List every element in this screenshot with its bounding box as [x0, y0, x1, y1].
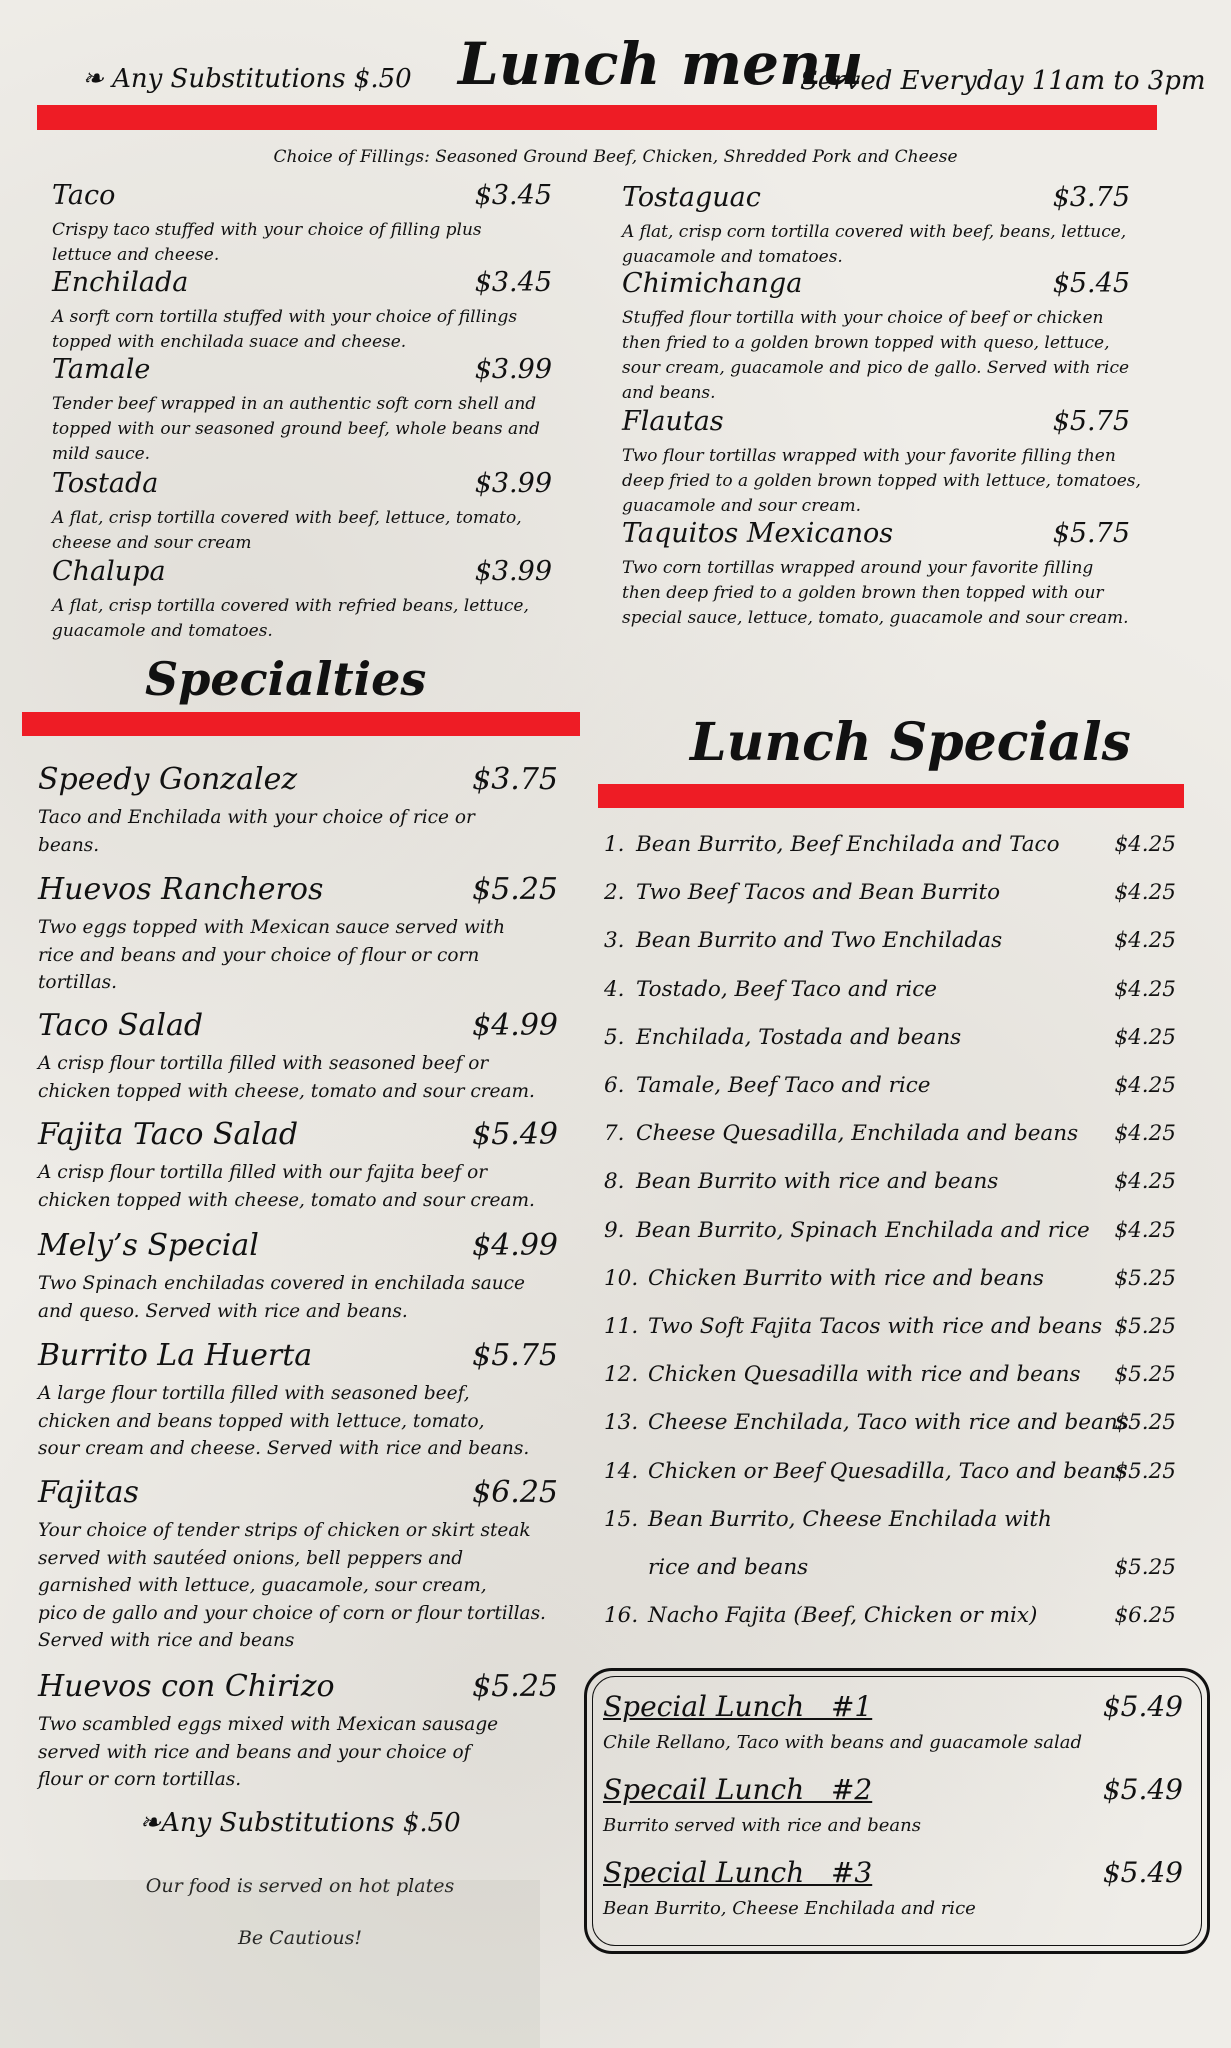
- special-text: Bean Burrito, Spinach Enchilada and rice: [636, 1217, 1090, 1243]
- special-number: 3.: [604, 928, 625, 954]
- item-description: Tender beef wrapped in an authentic soft corn shell and: [52, 394, 537, 414]
- special-number: 7.: [604, 1121, 625, 1147]
- item-description: flour or corn tortillas.: [38, 1769, 242, 1790]
- specialty-item: [38, 1338, 558, 1488]
- special-number: 10.: [604, 1265, 639, 1291]
- item-name: Chimichanga: [622, 268, 803, 299]
- item-price: $3.45: [474, 267, 552, 298]
- fillings-note: Choice of Fillings: Seasoned Ground Beef, Chicken, Shredded Pork and Cheese: [273, 147, 958, 167]
- item-description: special sauce, lettuce, tomato, guacamole and sour cream.: [622, 608, 1129, 628]
- special-lunch-name: Special Lunch #3: [603, 1856, 873, 1889]
- item-description: guacamole and tomatoes.: [52, 621, 273, 641]
- specialty-item: [38, 1475, 558, 1651]
- item-description: served with rice and beans and your choice of: [38, 1741, 471, 1763]
- item-name: Huevos con Chirizo: [38, 1669, 335, 1704]
- special-number: 2.: [604, 880, 625, 906]
- special-price: $4.25: [1114, 1073, 1176, 1098]
- special-price: $4.25: [1114, 1024, 1176, 1050]
- item-description: garnished with lettuce, guacamole, sour cream,: [38, 1575, 487, 1596]
- item-description: mild sauce.: [52, 444, 151, 464]
- lunch-specials-title: Lunch Specials: [690, 712, 1131, 773]
- special-number: 13.: [604, 1410, 639, 1436]
- special-text: rice and beans: [648, 1555, 809, 1580]
- menu-item: [622, 518, 1130, 638]
- lunch-special-row: [604, 880, 1176, 916]
- specialties-title: Specialties: [145, 652, 427, 706]
- special-price: $5.25: [1114, 1314, 1176, 1339]
- item-description: sour cream and cheese. Served with rice and beans.: [38, 1438, 530, 1459]
- special-lunch-item: [603, 1773, 1183, 1843]
- special-text: Enchilada, Tostada and beans: [636, 1024, 962, 1050]
- item-name: Mely’s Special: [38, 1228, 259, 1263]
- special-price: $5.25: [1114, 1265, 1176, 1291]
- served-hours: Served Everyday 11am to 3pm: [800, 66, 1206, 96]
- specialty-item: [38, 872, 558, 1022]
- special-lunch-price: $5.49: [1102, 1690, 1183, 1723]
- item-description: cheese and sour cream: [52, 533, 252, 553]
- lunch-special-row: [604, 977, 1176, 1013]
- fleur-icon: ❧: [139, 1808, 162, 1838]
- item-price: $5.25: [472, 1669, 558, 1704]
- item-price: $3.75: [472, 762, 558, 797]
- item-description: Two Spinach enchiladas covered in enchilada sauce: [38, 1273, 525, 1294]
- item-description: Two corn tortillas wrapped around your favorite filling: [622, 558, 1094, 578]
- item-description: Your choice of tender strips of chicken or skirt steak: [38, 1520, 531, 1541]
- special-text: Bean Burrito with rice and beans: [636, 1169, 999, 1195]
- item-description: sour cream, guacamole and pico de gallo. Served with rice: [622, 358, 1130, 378]
- item-description: A flat, crisp tortilla covered with refried beans, lettuce,: [52, 596, 529, 616]
- special-price: $4.25: [1114, 1169, 1176, 1195]
- special-text: Chicken Burrito with rice and beans: [648, 1265, 1044, 1291]
- special-lunch-name: Special Lunch #1: [603, 1690, 873, 1723]
- special-lunch-desc: Bean Burrito, Cheese Enchilada and rice: [603, 1898, 976, 1919]
- item-description: tortillas.: [38, 972, 118, 993]
- special-text: Chicken Quesadilla with rice and beans: [648, 1362, 1081, 1388]
- menu-item: [52, 354, 552, 474]
- special-number: 15.: [604, 1506, 639, 1532]
- special-lunch-desc: Chile Rellano, Taco with beans and guacamole salad: [603, 1732, 1082, 1753]
- special-number: 14.: [604, 1458, 639, 1484]
- item-description: Crispy taco stuffed with your choice of filling plus: [52, 220, 482, 240]
- item-price: $6.25: [472, 1475, 558, 1510]
- fleur-icon: ❧: [82, 64, 104, 94]
- special-text: Tostado, Beef Taco and rice: [636, 976, 938, 1002]
- item-description: topped with our seasoned ground beef, whole beans and: [52, 419, 540, 439]
- item-name: Tostada: [52, 468, 159, 499]
- item-name: Speedy Gonzalez: [38, 762, 298, 797]
- item-name: Tostaguac: [622, 182, 761, 213]
- special-text: Two Soft Fajita Tacos with rice and beans: [648, 1314, 1103, 1339]
- item-name: Burrito La Huerta: [38, 1338, 313, 1373]
- item-description: Served with rice and beans: [38, 1630, 295, 1651]
- lunch-special-row: [604, 1218, 1176, 1254]
- special-price: $5.25: [1114, 1362, 1176, 1388]
- menu-item: [622, 268, 1130, 403]
- special-number: 16.: [604, 1603, 639, 1629]
- item-name: Taco Salad: [38, 1008, 204, 1043]
- item-price: $3.99: [474, 354, 552, 385]
- item-description: Stuffed flour tortilla with your choice of beef or chicken: [622, 308, 1104, 328]
- special-text: Bean Burrito, Beef Enchilada and Taco: [636, 832, 1060, 857]
- lunch-specials-divider: [598, 784, 1184, 808]
- lunch-special-row: [604, 928, 1176, 964]
- special-price: $4.25: [1114, 928, 1176, 954]
- item-description: topped with enchilada suace and cheese.: [52, 332, 407, 352]
- item-name: Huevos Rancheros: [38, 872, 324, 907]
- special-text: Two Beef Tacos and Bean Burrito: [636, 880, 1001, 906]
- special-price: $5.25: [1114, 1458, 1176, 1484]
- item-price: $5.49: [472, 1117, 558, 1152]
- lunch-special-row: [604, 1410, 1176, 1446]
- special-number: 6.: [604, 1073, 625, 1098]
- item-description: Taco and Enchilada with your choice of rice or: [38, 807, 475, 828]
- item-price: $5.75: [472, 1338, 558, 1373]
- special-lunch-name: Specail Lunch #2: [603, 1773, 873, 1806]
- item-name: Chalupa: [52, 556, 166, 587]
- item-description: beans.: [38, 834, 100, 856]
- item-description: Two flour tortillas wrapped with your favorite filling then: [622, 446, 1116, 466]
- special-lunch-desc: Burrito served with rice and beans: [603, 1815, 921, 1836]
- item-name: Fajita Taco Salad: [38, 1117, 299, 1152]
- specialties-divider: [22, 712, 580, 736]
- lunch-special-row: [604, 1603, 1176, 1639]
- special-price: $4.25: [1114, 976, 1176, 1002]
- hot-plates-note: Our food is served on hot plates: [145, 1875, 455, 1897]
- special-number: 12.: [604, 1362, 639, 1388]
- item-price: $5.45: [1052, 268, 1130, 299]
- lunch-special-row: [604, 832, 1176, 868]
- special-text: Bean Burrito, Cheese Enchilada with: [648, 1506, 1052, 1532]
- lunch-special-row: [604, 1314, 1176, 1350]
- item-description: A flat, crisp corn tortilla covered with beef, beans, lettuce,: [622, 222, 1127, 242]
- item-name: Taquitos Mexicanos: [622, 518, 894, 549]
- item-name: Tamale: [52, 354, 151, 385]
- lunch-special-row: [604, 1507, 1176, 1543]
- item-price: $5.75: [1052, 518, 1130, 549]
- item-description: served with sautéed onions, bell peppers and: [38, 1547, 464, 1569]
- item-price: $3.75: [1052, 182, 1130, 213]
- item-price: $5.25: [472, 872, 558, 907]
- special-text: Chicken or Beef Quesadilla, Taco and beans: [648, 1458, 1128, 1484]
- item-description: lettuce and cheese.: [52, 245, 220, 265]
- special-price: $4.25: [1114, 1217, 1176, 1243]
- special-text: Cheese Enchilada, Taco with rice and beans: [648, 1410, 1129, 1436]
- item-description: A crisp flour tortilla filled with our fajita beef or: [38, 1162, 488, 1183]
- special-number: 4.: [604, 976, 625, 1002]
- item-description: and beans.: [622, 383, 716, 403]
- special-price: $5.25: [1114, 1410, 1176, 1436]
- item-description: chicken topped with cheese, tomato and sour cream.: [38, 1080, 535, 1102]
- special-text: Bean Burrito and Two Enchiladas: [636, 928, 1003, 954]
- item-description: guacamole and sour cream.: [622, 496, 862, 516]
- item-price: $4.99: [472, 1008, 558, 1043]
- special-number: 11.: [604, 1314, 639, 1339]
- header-substitutions: ❧ Any Substitutions $.50: [82, 64, 412, 94]
- item-description: deep fried to a golden brown topped with lettuce, tomatoes,: [622, 471, 1141, 491]
- caution-note: Be Cautious!: [237, 1927, 363, 1949]
- special-lunch-price: $5.49: [1102, 1773, 1183, 1806]
- item-description: and queso. Served with rice and beans.: [38, 1300, 408, 1322]
- item-price: $5.75: [1052, 406, 1130, 437]
- lunch-special-row: [604, 1266, 1176, 1302]
- lunch-special-row: [604, 1459, 1176, 1495]
- specialty-item: [38, 1669, 558, 1819]
- footer-substitutions: ❧Any Substitutions $.50: [139, 1808, 461, 1838]
- special-price: $6.25: [1114, 1603, 1176, 1629]
- special-lunch-item: [603, 1690, 1183, 1760]
- special-lunch-price: $5.49: [1102, 1856, 1183, 1889]
- item-description: A sorft corn tortilla stuffed with your choice of fillings: [52, 307, 518, 327]
- page-title: Lunch menu: [458, 30, 864, 98]
- special-price: $4.25: [1114, 1121, 1176, 1147]
- item-name: Flautas: [622, 406, 724, 437]
- lunch-special-row: [604, 1555, 1176, 1591]
- special-text: Nacho Fajita (Beef, Chicken or mix): [648, 1603, 1038, 1629]
- item-description: guacamole and tomatoes.: [622, 247, 843, 267]
- item-name: Fajitas: [38, 1475, 139, 1510]
- special-price: $5.25: [1114, 1555, 1176, 1580]
- item-description: chicken and beans topped with lettuce, tomato,: [38, 1410, 485, 1432]
- item-price: $3.99: [474, 468, 552, 499]
- item-description: A flat, crisp tortilla covered with beef, lettuce, tomato,: [52, 508, 522, 528]
- lunch-special-row: [604, 1121, 1176, 1157]
- item-description: rice and beans and your choice of flour or corn: [38, 944, 480, 966]
- special-text: Cheese Quesadilla, Enchilada and beans: [636, 1121, 1079, 1147]
- lunch-special-row: [604, 1362, 1176, 1398]
- item-description: A crisp flour tortilla filled with seasoned beef or: [38, 1053, 489, 1074]
- menu-item: [622, 406, 1141, 526]
- background-town: [0, 1880, 540, 2048]
- item-description: pico de gallo and your choice of corn or flour tortillas.: [38, 1602, 546, 1624]
- lunch-special-row: [604, 1073, 1176, 1109]
- item-description: chicken topped with cheese, tomato and sour cream.: [38, 1189, 535, 1211]
- special-number: 1.: [604, 832, 625, 857]
- item-name: Taco: [52, 180, 116, 211]
- item-price: $4.99: [472, 1228, 558, 1263]
- special-number: 9.: [604, 1217, 625, 1243]
- item-description: then deep fried to a golden brown then topped with our: [622, 583, 1104, 603]
- special-price: $4.25: [1114, 880, 1176, 906]
- item-price: $3.45: [474, 180, 552, 211]
- special-number: 5.: [604, 1024, 625, 1050]
- item-description: Two eggs topped with Mexican sauce served with: [38, 917, 506, 938]
- item-name: Enchilada: [52, 267, 189, 298]
- special-text: Tamale, Beef Taco and rice: [636, 1073, 931, 1098]
- item-price: $3.99: [474, 556, 552, 587]
- header-divider: [37, 105, 1157, 130]
- special-number: 8.: [604, 1169, 625, 1195]
- special-price: $4.25: [1114, 832, 1176, 857]
- item-description: Two scambled eggs mixed with Mexican sausage: [38, 1714, 499, 1735]
- item-description: then fried to a golden brown topped with queso, lettuce,: [622, 333, 1110, 353]
- special-lunch-item: [603, 1856, 1183, 1926]
- item-description: A large flour tortilla filled with seasoned beef,: [38, 1383, 470, 1404]
- lunch-special-row: [604, 1169, 1176, 1205]
- lunch-special-row: [604, 1025, 1176, 1061]
